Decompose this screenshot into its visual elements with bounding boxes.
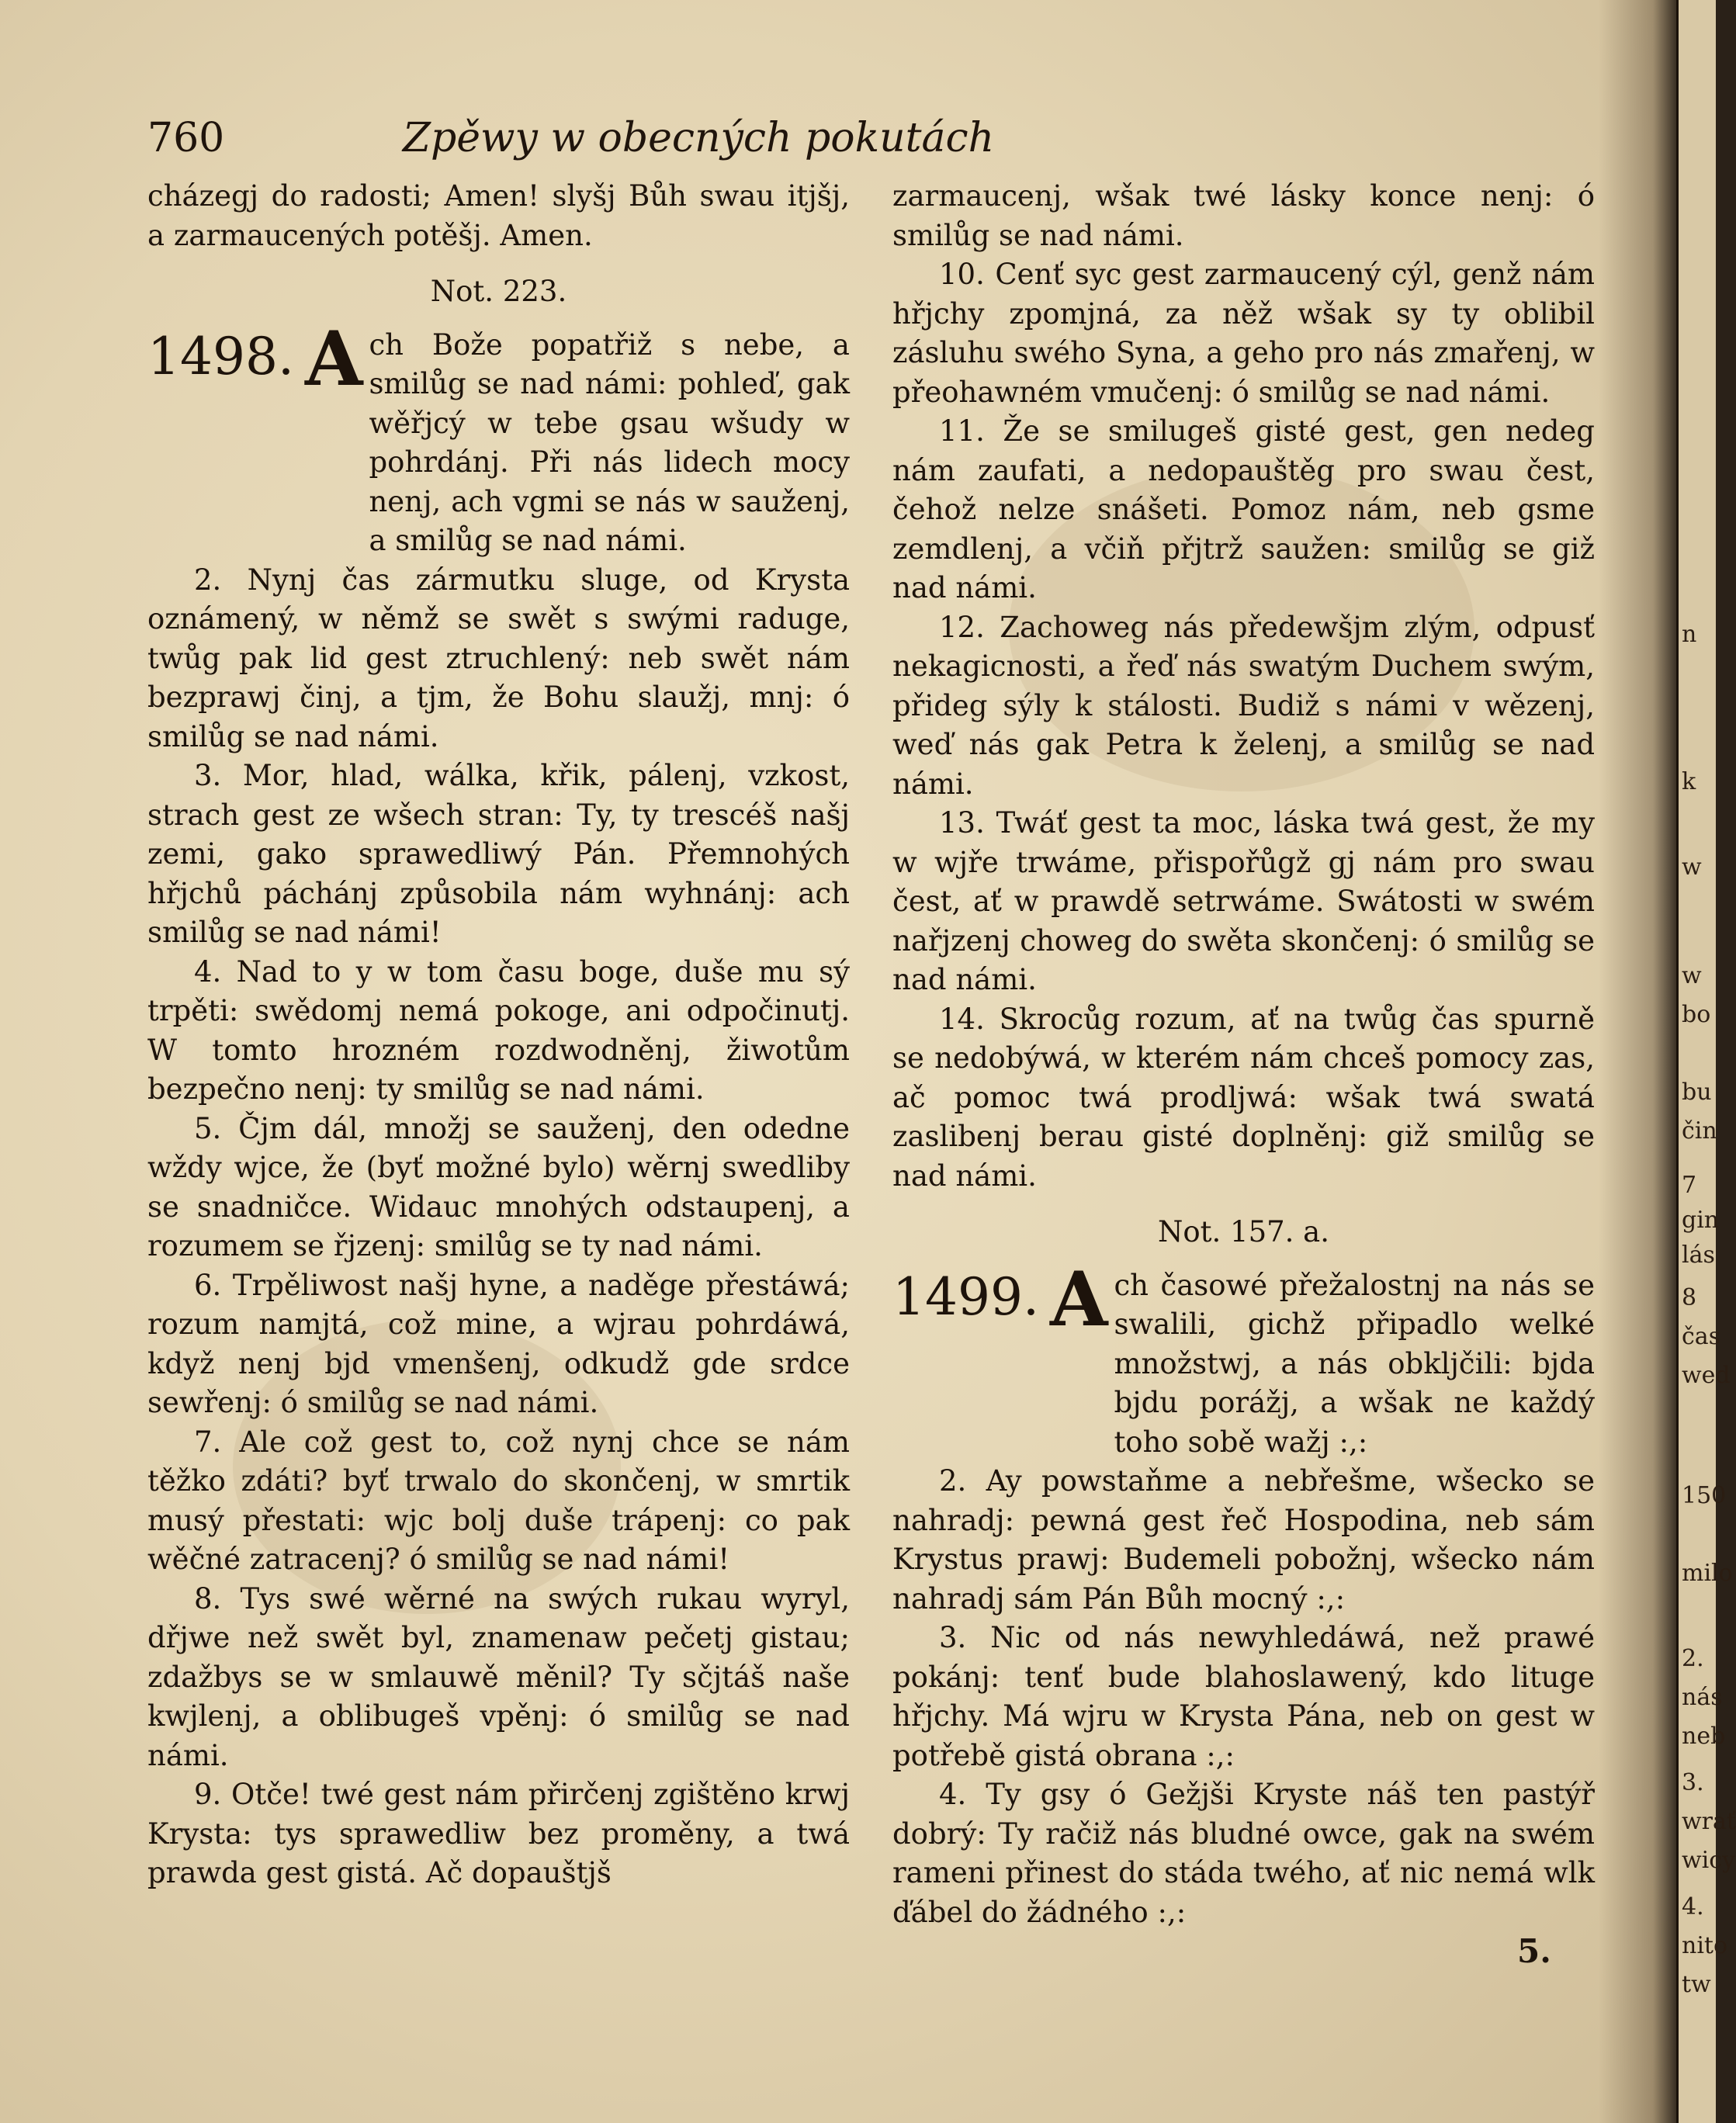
note-reference: Not. 223. (430, 275, 567, 308)
hymn-first-verse: ch Bože popatřiž s nebe, a smilůg se nad námi: pohleď, gak wěřjcý w tebe gsau wšudy w pohrdánj. Při nás lidech mocy nenj, ach vgmi se nás w sauženj, a smilůg se nad námi. (369, 327, 850, 557)
hymn-number: 1498. (147, 326, 294, 386)
verse: 7. Ale což gest to, což nynj chce se nám těžko zdáti? byť trwalo do skončenj, w smrtik musý přestati: wjc bolj duše trápenj: co pak wěčné zatracenj? ó smilůg se nad námi! (147, 1425, 850, 1576)
verse: 14. Skrocůg rozum, ať na twůg čas spurně se nedobýwá, w kterém nám chceš pomocy zas, ač pomoc twá prodljwá: wšak twá swatá zaslibenj berau gisté doplněnj: giž smilůg se nad námi. (892, 1002, 1595, 1193)
verse: 3. Nic od nás newyhledáwá, než prawé pokánj: tenť bude blahoslawený, kdo lituge hřjchy. Má wjru w Krysta Pána, neb on gest w potřebě gistá obrana :,: (892, 1621, 1595, 1772)
verse: 10. Cenť syc gest zarmaucený cýl, genž nám hřjchy zpomjná, za něž wšak sy ty oblibil zásluhu swého Syna, a geho pro nás zmařenj, w přeohawném vmučenj: ó smilůg se nad námi. (892, 258, 1595, 409)
hymn-first-verse: ch časowé přežalostnj na nás se swalili, gichž připadlo welké množstwj, a nás obkljčili: bjda bjdu porážj, a wšak ne každý toho sobě wažj :,: (1114, 1268, 1595, 1459)
verse: 3. Mor, hlad, wálka, křik, pálenj, vzkost, strach gest ze wšech stran: Ty, ty trescéš našj zemi, gako sprawedliwý Pán. Přemnohých hřjchů páchánj způsobila nám wyhnánj: ach smilůg se nad námi! (147, 759, 850, 949)
verse: 4. Nad to y w tom času boge, duše mu sý trpěti: swědomj nemá pokoge, ani odpočinutj. W tomto hrozném rozdwodněnj, žiwotům bezpečno nenj: ty smilůg se nad námi. (147, 954, 850, 1106)
next-page-fragment: gin (1682, 1207, 1720, 1234)
opening-text: cházegj do radosti; Amen! slyšj Bůh swau itjšj, a zarmaucených potěšj. Amen. (147, 179, 850, 252)
next-page-fragment: 4. (1682, 1893, 1704, 1920)
next-page-fragment: wed (1682, 1362, 1731, 1389)
next-page-fragment: čin (1682, 1117, 1717, 1145)
verse: 8. Tys swé wěrné na swých rukau wyryl, dřjwe než swět byl, znamenaw pečetj gistau; zdažbys se w smlauwě měnil? Ty sčjtáš naše kwjlenj, a oblibugeš vpěnj: ó smilůg se nad námi. (147, 1581, 850, 1772)
next-page-fragment: neb (1682, 1723, 1726, 1750)
next-page-fragment: nás (1682, 1684, 1723, 1711)
drop-initial: A (1049, 1255, 1108, 1343)
next-page-edge (1676, 0, 1736, 2123)
next-page-fragment: w (1682, 962, 1702, 989)
next-page-fragment: tw (1682, 1971, 1711, 1998)
next-page-fragment: bo (1682, 1001, 1711, 1028)
catchword: 5. (1517, 1932, 1551, 1970)
page-header (147, 115, 1133, 161)
verse: 9. Otče! twé gest nám přirčenj zgištěno krwj Krysta: tys sprawedliw bez proměny, a twá prawda gest gistá. Ač dopauštjš (147, 1778, 850, 1889)
hymn-1498-start (147, 314, 850, 561)
right-column (892, 177, 1595, 1932)
next-page-fragment: k (1682, 768, 1696, 795)
verse: 5. Čjm dál, množj se sauženj, den odedne wždy wjce, že (byť možné bylo) wěrnj swedliby se snadničce. Widauc mnohých odstaupenj, a rozumem se řjzenj: smilůg se ty nad námi. (147, 1111, 850, 1262)
next-page-fragment: wicy (1682, 1847, 1736, 1874)
next-page-fragment: 3. (1682, 1769, 1704, 1796)
left-column (147, 177, 850, 1893)
next-page-fragment: čas (1682, 1323, 1721, 1350)
hymn-number: 1499. (892, 1266, 1039, 1327)
next-page-fragment: lás (1682, 1242, 1715, 1269)
verse: 2. Ay powstaňme a nebřešme, wšecko se nahradj: pewná gest řeč Hospodina, neb sám Krystus prawj: Budemeli pobožnj, wšecko nám nahradj sám Pán Bůh mocný :,: (892, 1464, 1595, 1616)
next-page-fragment: w (1682, 854, 1702, 881)
verse: 6. Trpěliwost našj hyne, a naděge přestáwá; rozum namjtá, což mine, a wjrau pohrdáwá, když nenj bjd vmenšenj, odkudž gde srdce sewřenj: ó smilůg se nad námi. (147, 1268, 850, 1419)
opening-text: zarmaucenj, wšak twé lásky konce nenj: ó smilůg se nad námi. (892, 179, 1595, 252)
verse: 11. Že se smilugeš gisté gest, gen nedeg nám zaufati, a nedopauštěg pro swau čest, čehož nelze snášeti. Pomoz nám, neb gsme zemdlenj, a včiň přjtrž saužen: smilůg se giž nad námi. (892, 414, 1595, 604)
page-gutter-shadow (1599, 0, 1676, 2123)
verse: 13. Twáť gest ta moc, láska twá gest, že my w wjře trwáme, přispořůgž gj nám pro swau čest, ať w prawdě setrwáme. Swátosti w swém nařjzenj choweg do swěta skončenj: ó smilůg se nad námi. (892, 806, 1595, 996)
page-number: 760 (147, 115, 225, 161)
next-page-fragment: 150 (1682, 1482, 1727, 1509)
drop-initial: A (304, 314, 363, 403)
hymn-1499-start (892, 1255, 1595, 1463)
next-page-fragment: wrať (1682, 1808, 1736, 1835)
next-page-fragment: nito (1682, 1932, 1728, 1959)
note-reference: Not. 157. a. (1157, 1215, 1329, 1249)
running-title: Zpěwy w obecných pokutách (402, 115, 995, 161)
next-page-fragment: n (1682, 621, 1697, 648)
next-page-fragment: 7 (1682, 1172, 1697, 1199)
verse: 2. Nynj čas zármutku sluge, od Krysta oznámený, w němž se swět s swými raduge, twůg pak lid gest ztruchlený: neb swět nám bezprawj činj, a tjm, že Bohu slaužj, mnj: ó smilůg se nad námi. (147, 563, 850, 753)
next-page-fragment: bu (1682, 1079, 1712, 1106)
next-page-fragment: 2. (1682, 1645, 1704, 1672)
verse: 4. Ty gsy ó Gežjši Kryste náš ten pastýř dobrý: Ty račiž nás bludné owce, gak na swém rameni přinest do stáda twého, ať nic nemá wlk ďábel do žádného :,: (892, 1778, 1595, 1929)
next-page-fragment: 8 (1682, 1284, 1697, 1311)
verse: 12. Zachoweg nás předewšjm zlým, odpusť nekagicnosti, a řeď nás swatým Duchem swým, přideg sýly k stálosti. Budiž s námi v wězenj, weď nás gak Petra k želenj, a smilůg se nad námi. (892, 610, 1595, 801)
next-page-fragment: milo (1682, 1560, 1733, 1587)
